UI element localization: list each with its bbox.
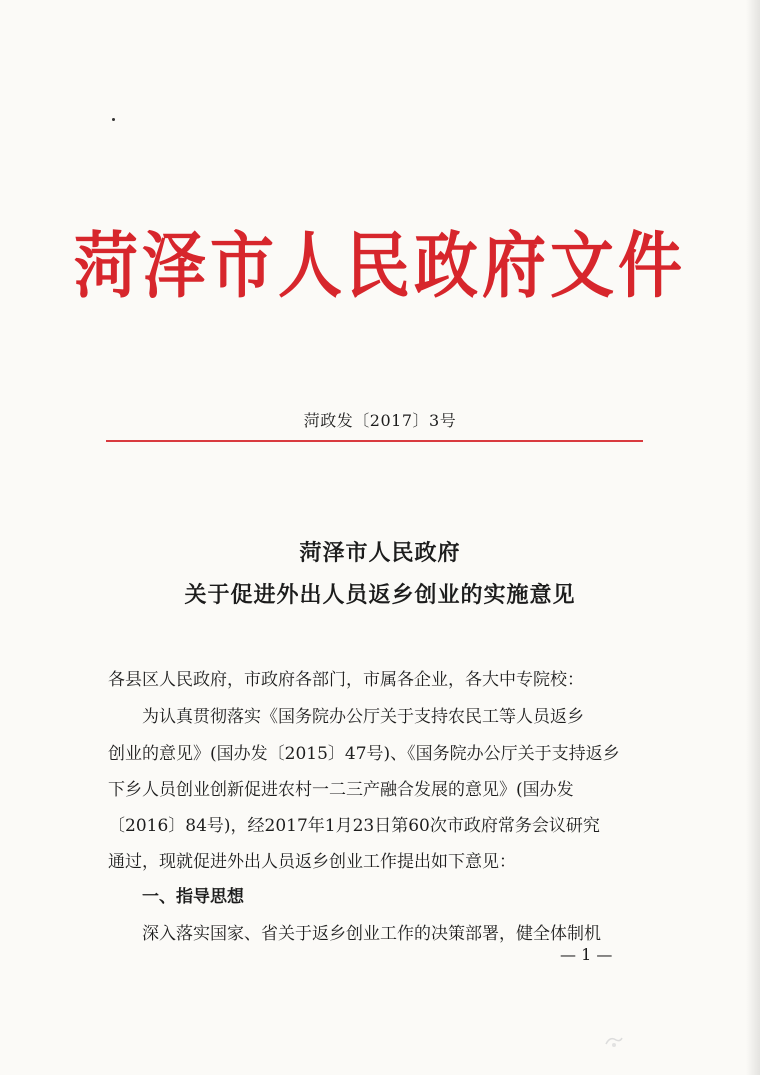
document-number: 菏政发〔2017〕3号 [303,411,457,430]
paragraph-line: 深入落实国家、省关于返乡创业工作的决策部署，健全体制机 [142,924,601,944]
paragraph-line: 创业的意见》(国办发〔2015〕47号)、《国务院办公厅关于支持返乡 [108,744,620,764]
document-title-line-2: 关于促进外出人员返乡创业的实施意见 [184,583,576,608]
issuer-header: 菏泽市人民政府文件 [74,224,686,309]
red-divider-line [106,440,643,442]
page-edge-shadow [746,0,760,1075]
paragraph-line: 通过，现就促进外出人员返乡创业工作提出如下意见： [108,852,516,872]
section-heading: 一、指导思想 [142,887,244,907]
page-number: — 1 — [560,945,613,964]
scan-speck [112,118,115,121]
watermark-icon [604,1034,624,1050]
addressee-line: 各县区人民政府，市政府各部门，市属各企业，各大中专院校： [108,670,584,690]
document-title-line-1: 菏泽市人民政府 [299,541,461,566]
paragraph-line: 下乡人员创业创新促进农村一二三产融合发展的意见》(国办发 [108,780,574,800]
paragraph-line: 为认真贯彻落实《国务院办公厅关于支持农民工等人员返乡 [142,707,584,727]
paragraph-line: 〔2016〕84号)，经2017年1月23日第60次市政府常务会议研究 [108,816,600,836]
